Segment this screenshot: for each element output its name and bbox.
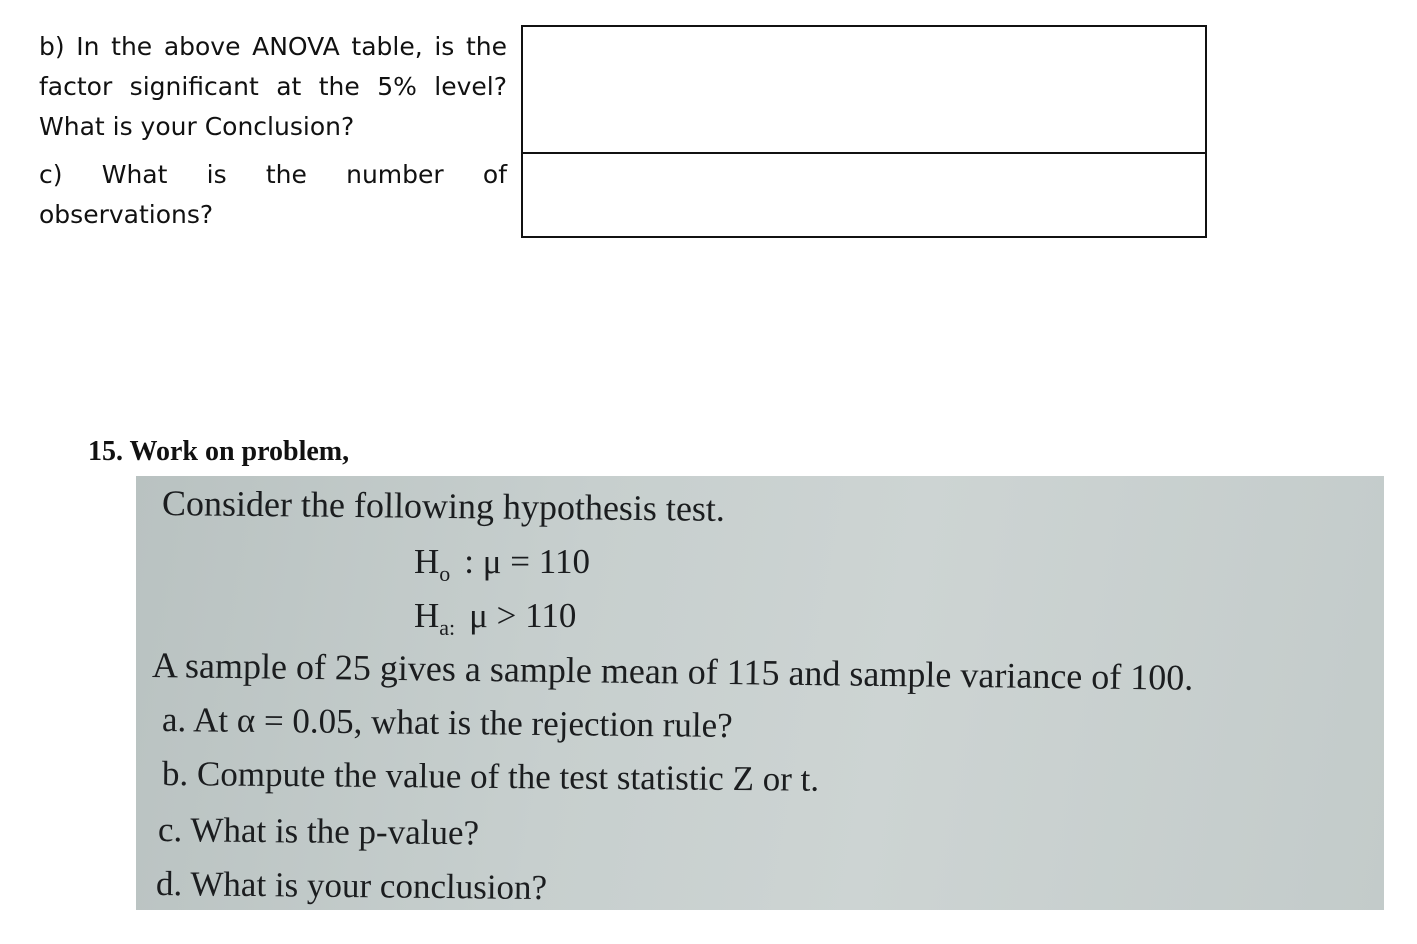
part-d: d. What is your conclusion?	[155, 864, 548, 908]
alternative-hypothesis	[414, 596, 577, 640]
question-b-line-3: What is your Conclusion?	[39, 112, 355, 141]
h0-label: H	[414, 542, 440, 581]
ha-label: H	[414, 596, 440, 635]
part-b: b. Compute the value of the test statistic Z or t.	[161, 754, 820, 799]
textbook-photo	[136, 476, 1384, 910]
sample-description: A sample of 25 gives a sample mean of 115 and sample variance of 100.	[151, 645, 1194, 698]
question-b	[39, 27, 507, 147]
answer-box-c[interactable]	[521, 152, 1207, 238]
question-b-line-1: b) In the above ANOVA table, is the	[39, 32, 507, 61]
part-a: a. At α = 0.05, what is the rejection rule?	[161, 700, 733, 745]
problem-heading: 15. Work on problem,	[88, 436, 350, 467]
null-hypothesis	[414, 542, 590, 586]
question-c-line-1: c) What is the number of	[39, 160, 507, 189]
question-c	[39, 155, 507, 235]
h0-subscript: o	[439, 561, 451, 586]
question-b-line-2: factor significant at the 5% level?	[39, 72, 507, 101]
question-c-line-2: observations?	[39, 200, 214, 229]
problem-intro: Consider the following hypothesis test.	[161, 483, 726, 529]
ha-expression: μ > 110	[469, 596, 577, 635]
h0-expression: : μ = 110	[464, 542, 590, 581]
answer-box-b[interactable]	[521, 25, 1207, 155]
part-c: c. What is the p-value?	[157, 810, 480, 853]
ha-subscript: a:	[439, 615, 456, 640]
